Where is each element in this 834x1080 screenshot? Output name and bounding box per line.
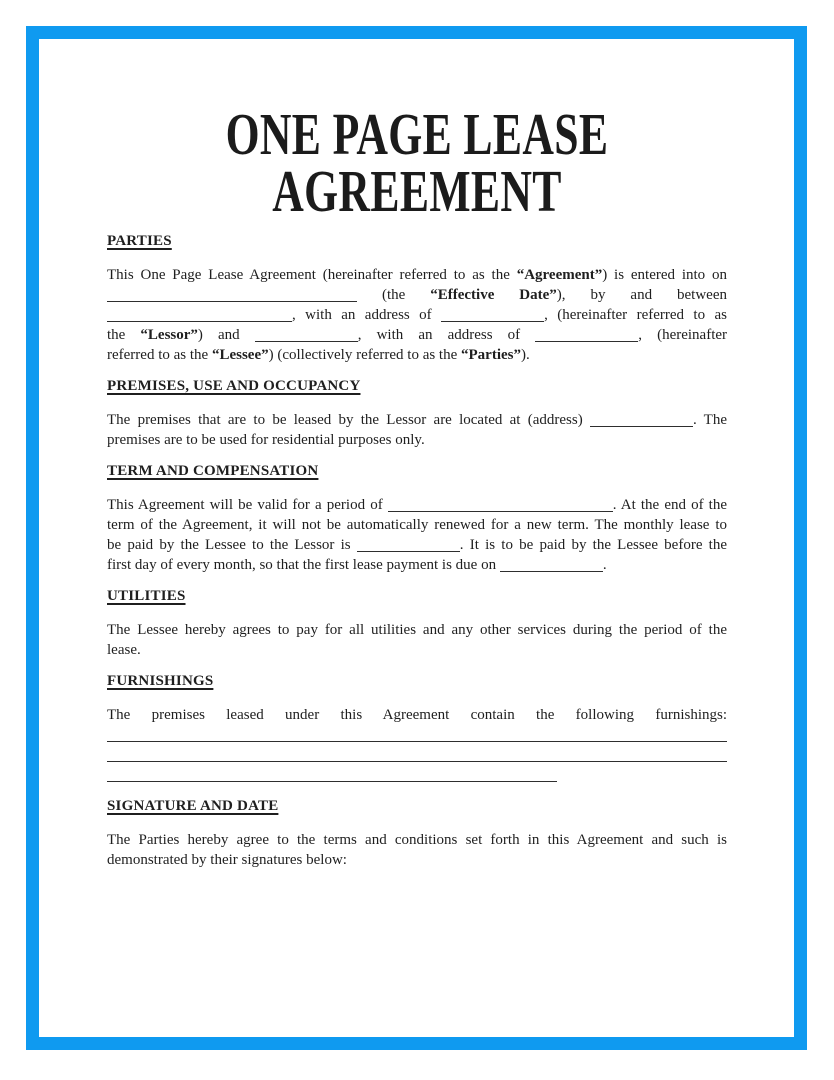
blank-underline (357, 538, 460, 552)
text-segment: , with an address of (292, 307, 442, 323)
document-body (107, 231, 727, 870)
text-segment: ) is entered into on (602, 267, 727, 283)
paragraph-line (107, 285, 727, 305)
text-segment: ) (collectively referred to as the (268, 347, 462, 363)
text-segment: (the (357, 287, 431, 303)
section-heading-term: TERM AND COMPENSATION (107, 463, 319, 479)
text-segment: . The (692, 412, 727, 428)
bold-term: “Effective Date” (430, 287, 557, 303)
paragraph-line (107, 555, 727, 575)
text-segment: ). (521, 347, 530, 363)
paragraph-line (107, 265, 727, 285)
text-segment: The Lessee hereby agrees to pay for all utilities and any other services during the period of the (107, 622, 727, 638)
text-segment: premises are to be used for residential purposes only. (107, 432, 425, 448)
text-segment: demonstrated by their signatures below: (107, 852, 347, 868)
text-segment: the (107, 327, 141, 343)
text-segment: , (hereinafter referred to as (544, 307, 728, 323)
bold-term: “Parties” (461, 347, 521, 363)
text-segment: . At the end of the (612, 497, 727, 513)
paragraph-line (107, 640, 727, 660)
text-segment: The premises that are to be leased by the Lessor are located at (address) (107, 412, 590, 428)
paragraph (107, 265, 727, 365)
section-heading-signature: SIGNATURE AND DATE (107, 798, 279, 814)
blank-underline (500, 558, 603, 572)
section-parties (107, 231, 727, 365)
text-segment: This One Page Lease Agreement (hereinafter referred to as the (107, 267, 517, 283)
paragraph (107, 705, 727, 785)
bold-term: “Lessor” (140, 327, 198, 343)
text-segment: first day of every month, so that the first lease payment is due on (107, 557, 500, 573)
paragraph (107, 410, 727, 450)
text-segment: The premises leased under this Agreement contain the following furnishings: (107, 707, 727, 723)
text-segment: be paid by the Lessee to the Lessor is (107, 537, 357, 553)
blank-underline (441, 308, 544, 322)
text-segment: . (602, 557, 607, 573)
section-heading-utilities: UTILITIES (107, 588, 186, 604)
paragraph-line (107, 830, 727, 850)
section-utilities (107, 586, 727, 660)
text-segment: , with an address of (357, 327, 536, 343)
blank-underline (388, 498, 613, 512)
paragraph-line (107, 705, 727, 725)
paragraph-line (107, 345, 727, 365)
section-signature (107, 796, 727, 870)
blank-underline (107, 748, 727, 762)
text-segment: term of the Agreement, it will not be automatically renewed for a new term. The monthly lease to (107, 517, 727, 533)
bold-term: “Lessee” (211, 347, 269, 363)
paragraph (107, 620, 727, 660)
text-segment: ), by and between (556, 287, 727, 303)
paragraph-line (107, 765, 727, 785)
paragraph-line (107, 725, 727, 745)
text-segment: This Agreement will be valid for a period of (107, 497, 388, 513)
document-title (107, 101, 727, 224)
paragraph-line (107, 495, 727, 515)
paragraph-line (107, 745, 727, 765)
section-premises (107, 376, 727, 450)
text-segment: ) and (197, 327, 255, 343)
blank-underline (107, 768, 557, 782)
text-segment: , (hereinafter (638, 327, 728, 343)
paragraph-line (107, 535, 727, 555)
blank-underline (107, 308, 292, 322)
section-furnishings (107, 671, 727, 785)
text-segment: lease. (107, 642, 141, 658)
section-heading-furnishings: FURNISHINGS (107, 673, 214, 689)
blank-underline (107, 288, 357, 302)
paragraph-line (107, 850, 727, 870)
document-page (26, 26, 807, 1050)
text-segment: referred to as the (107, 347, 212, 363)
blank-underline (590, 413, 693, 427)
paragraph-line (107, 305, 727, 325)
document-title-line-1: ONE PAGE LEASE (225, 101, 609, 167)
bold-term: “Agreement” (516, 267, 603, 283)
document-title-line-2: AGREEMENT (272, 158, 562, 224)
section-heading-premises: PREMISES, USE AND OCCUPANCY (107, 378, 361, 394)
paragraph-line (107, 325, 727, 345)
paragraph (107, 830, 727, 870)
paragraph-line (107, 410, 727, 430)
paragraph (107, 495, 727, 575)
blank-underline (535, 328, 638, 342)
paragraph-line (107, 620, 727, 640)
section-heading-parties: PARTIES (107, 233, 172, 249)
text-segment: The Parties hereby agree to the terms and conditions set forth in this Agreement and such is (107, 832, 727, 848)
blank-underline (107, 728, 727, 742)
paragraph-line (107, 515, 727, 535)
section-term (107, 461, 727, 575)
paragraph-line (107, 430, 727, 450)
blank-underline (255, 328, 358, 342)
text-segment: . It is to be paid by the Lessee before the (459, 537, 727, 553)
